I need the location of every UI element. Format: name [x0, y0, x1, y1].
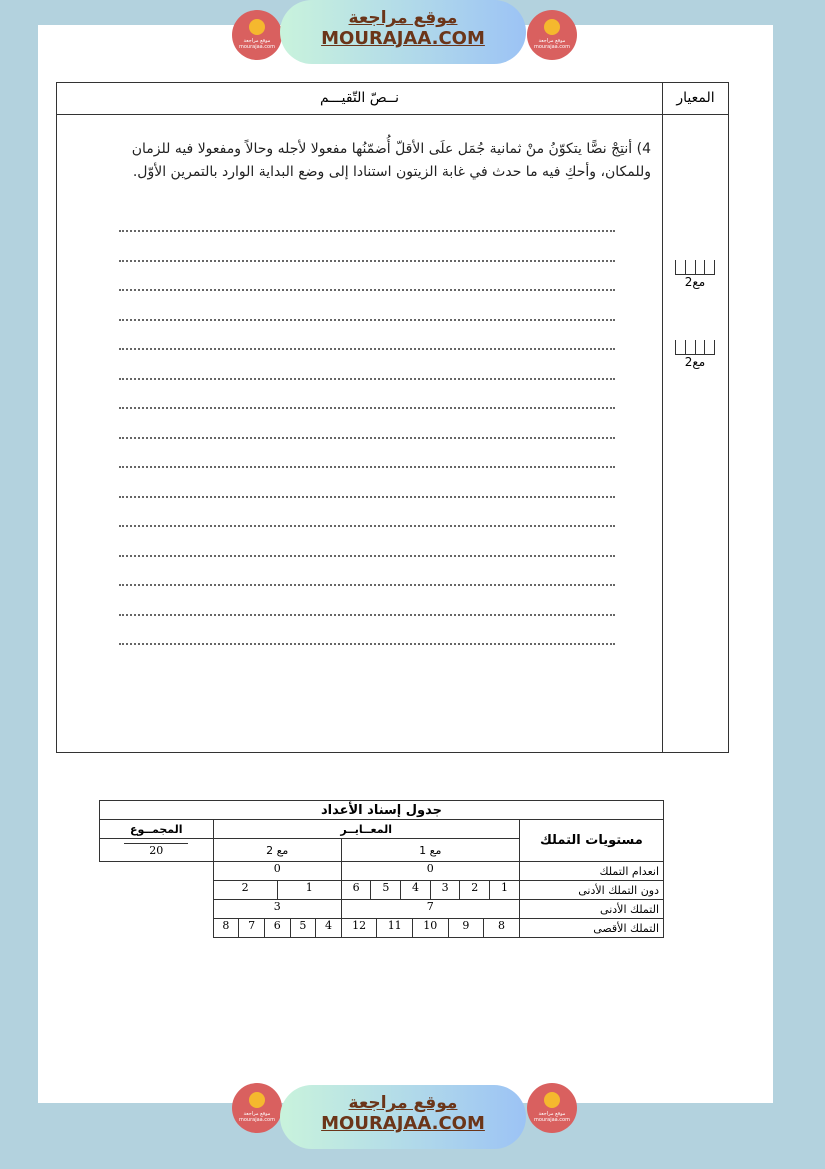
answer-line[interactable] [119, 584, 615, 586]
answer-line[interactable] [119, 614, 615, 616]
banner-arabic: موقع مراجعة [348, 1093, 458, 1113]
logo-bottom-left: موقع مراجعة mourajaa.com [232, 1083, 282, 1133]
answer-line[interactable] [119, 289, 615, 291]
banner-latin: MOURAJAA.COM [321, 28, 485, 49]
level-row [100, 881, 664, 900]
score-cell: 1 [277, 881, 341, 899]
answer-line[interactable] [119, 407, 615, 409]
answer-line[interactable] [119, 230, 615, 232]
grade-title: جدول إسناد الأعداد [100, 801, 664, 820]
levels-header: مستويات التملك [519, 820, 663, 862]
answer-line[interactable] [119, 555, 615, 557]
c2-header: مع 2 [213, 839, 341, 862]
total-cell: 20 [100, 839, 214, 862]
score-cell: 2 [459, 881, 489, 899]
level-label: التملك الأقصى [519, 919, 663, 938]
score-cell: 0 [273, 862, 281, 875]
answer-line[interactable] [119, 525, 615, 527]
level-row [100, 919, 664, 938]
level-label: التملك الأدنى [519, 900, 663, 919]
score-cell: 3 [430, 881, 460, 899]
logo-bottom-right: موقع مراجعة mourajaa.com [527, 1083, 577, 1133]
score-cell: 8 [483, 919, 519, 937]
score-cell: 8 [222, 919, 230, 932]
score-cell: 12 [352, 919, 367, 932]
total-header: المجمــوع [100, 820, 214, 839]
level-label: دون التملك الأدنى [519, 881, 663, 900]
question-text: 4) أنتِجْ نصًّا يتكوّنُ منْ ثمانية جُمَل علَى الأقلّ أُضمّنُها مفعولا لأجله وحالاً ومفعولا فيه للزمان وللمكان، وأحكِ فيه ما حدث في غابة الزيتون استنادا إلى وضع البداية الوارد بالتمرين الأوّل. [131, 141, 651, 180]
level-label: انعدام التملك [519, 862, 663, 881]
score-cell: 0 [426, 862, 434, 875]
logo-top-left: موقع مراجعة mourajaa.com [232, 10, 282, 60]
banner-arabic: موقع مراجعة [348, 8, 458, 28]
header-text: نــصّ التّقيـــم [319, 90, 399, 106]
answer-line[interactable] [119, 319, 615, 321]
score-cell: 5 [290, 919, 316, 937]
answer-line[interactable] [119, 496, 615, 498]
answer-line[interactable] [119, 643, 615, 645]
score-cell: 3 [273, 900, 281, 913]
site-banner-top[interactable] [280, 0, 526, 64]
grade-table [99, 800, 664, 938]
logo-top-right: موقع مراجعة mourajaa.com [527, 10, 577, 60]
score-cell: 11 [376, 919, 412, 937]
score-cell: 9 [448, 919, 484, 937]
score-cell: 2 [241, 881, 249, 894]
score-cell: 4 [315, 919, 341, 937]
criteria-header: المعــايــر [213, 820, 519, 839]
level-row [100, 900, 664, 919]
mark-box-2: مع2 [671, 340, 719, 369]
banner-latin: MOURAJAA.COM [321, 1113, 485, 1134]
score-cell: 1 [489, 881, 519, 899]
answer-line[interactable] [119, 378, 615, 380]
score-cell: 6 [352, 881, 360, 894]
score-cell: 7 [426, 900, 434, 913]
score-cell: 4 [400, 881, 430, 899]
score-cell: 7 [238, 919, 264, 937]
level-row [100, 862, 664, 881]
score-cell: 6 [264, 919, 290, 937]
evaluation-table [56, 82, 729, 753]
header-criteria: المعيار [676, 90, 715, 106]
answer-line[interactable] [119, 260, 615, 262]
score-cell: 5 [370, 881, 400, 899]
site-banner-bottom[interactable] [280, 1085, 526, 1149]
mark-box-1: مع2 [671, 260, 719, 289]
answer-line[interactable] [119, 437, 615, 439]
answer-line[interactable] [119, 466, 615, 468]
answer-line[interactable] [119, 348, 615, 350]
c1-header: مع 1 [341, 839, 519, 862]
score-cell: 10 [412, 919, 448, 937]
